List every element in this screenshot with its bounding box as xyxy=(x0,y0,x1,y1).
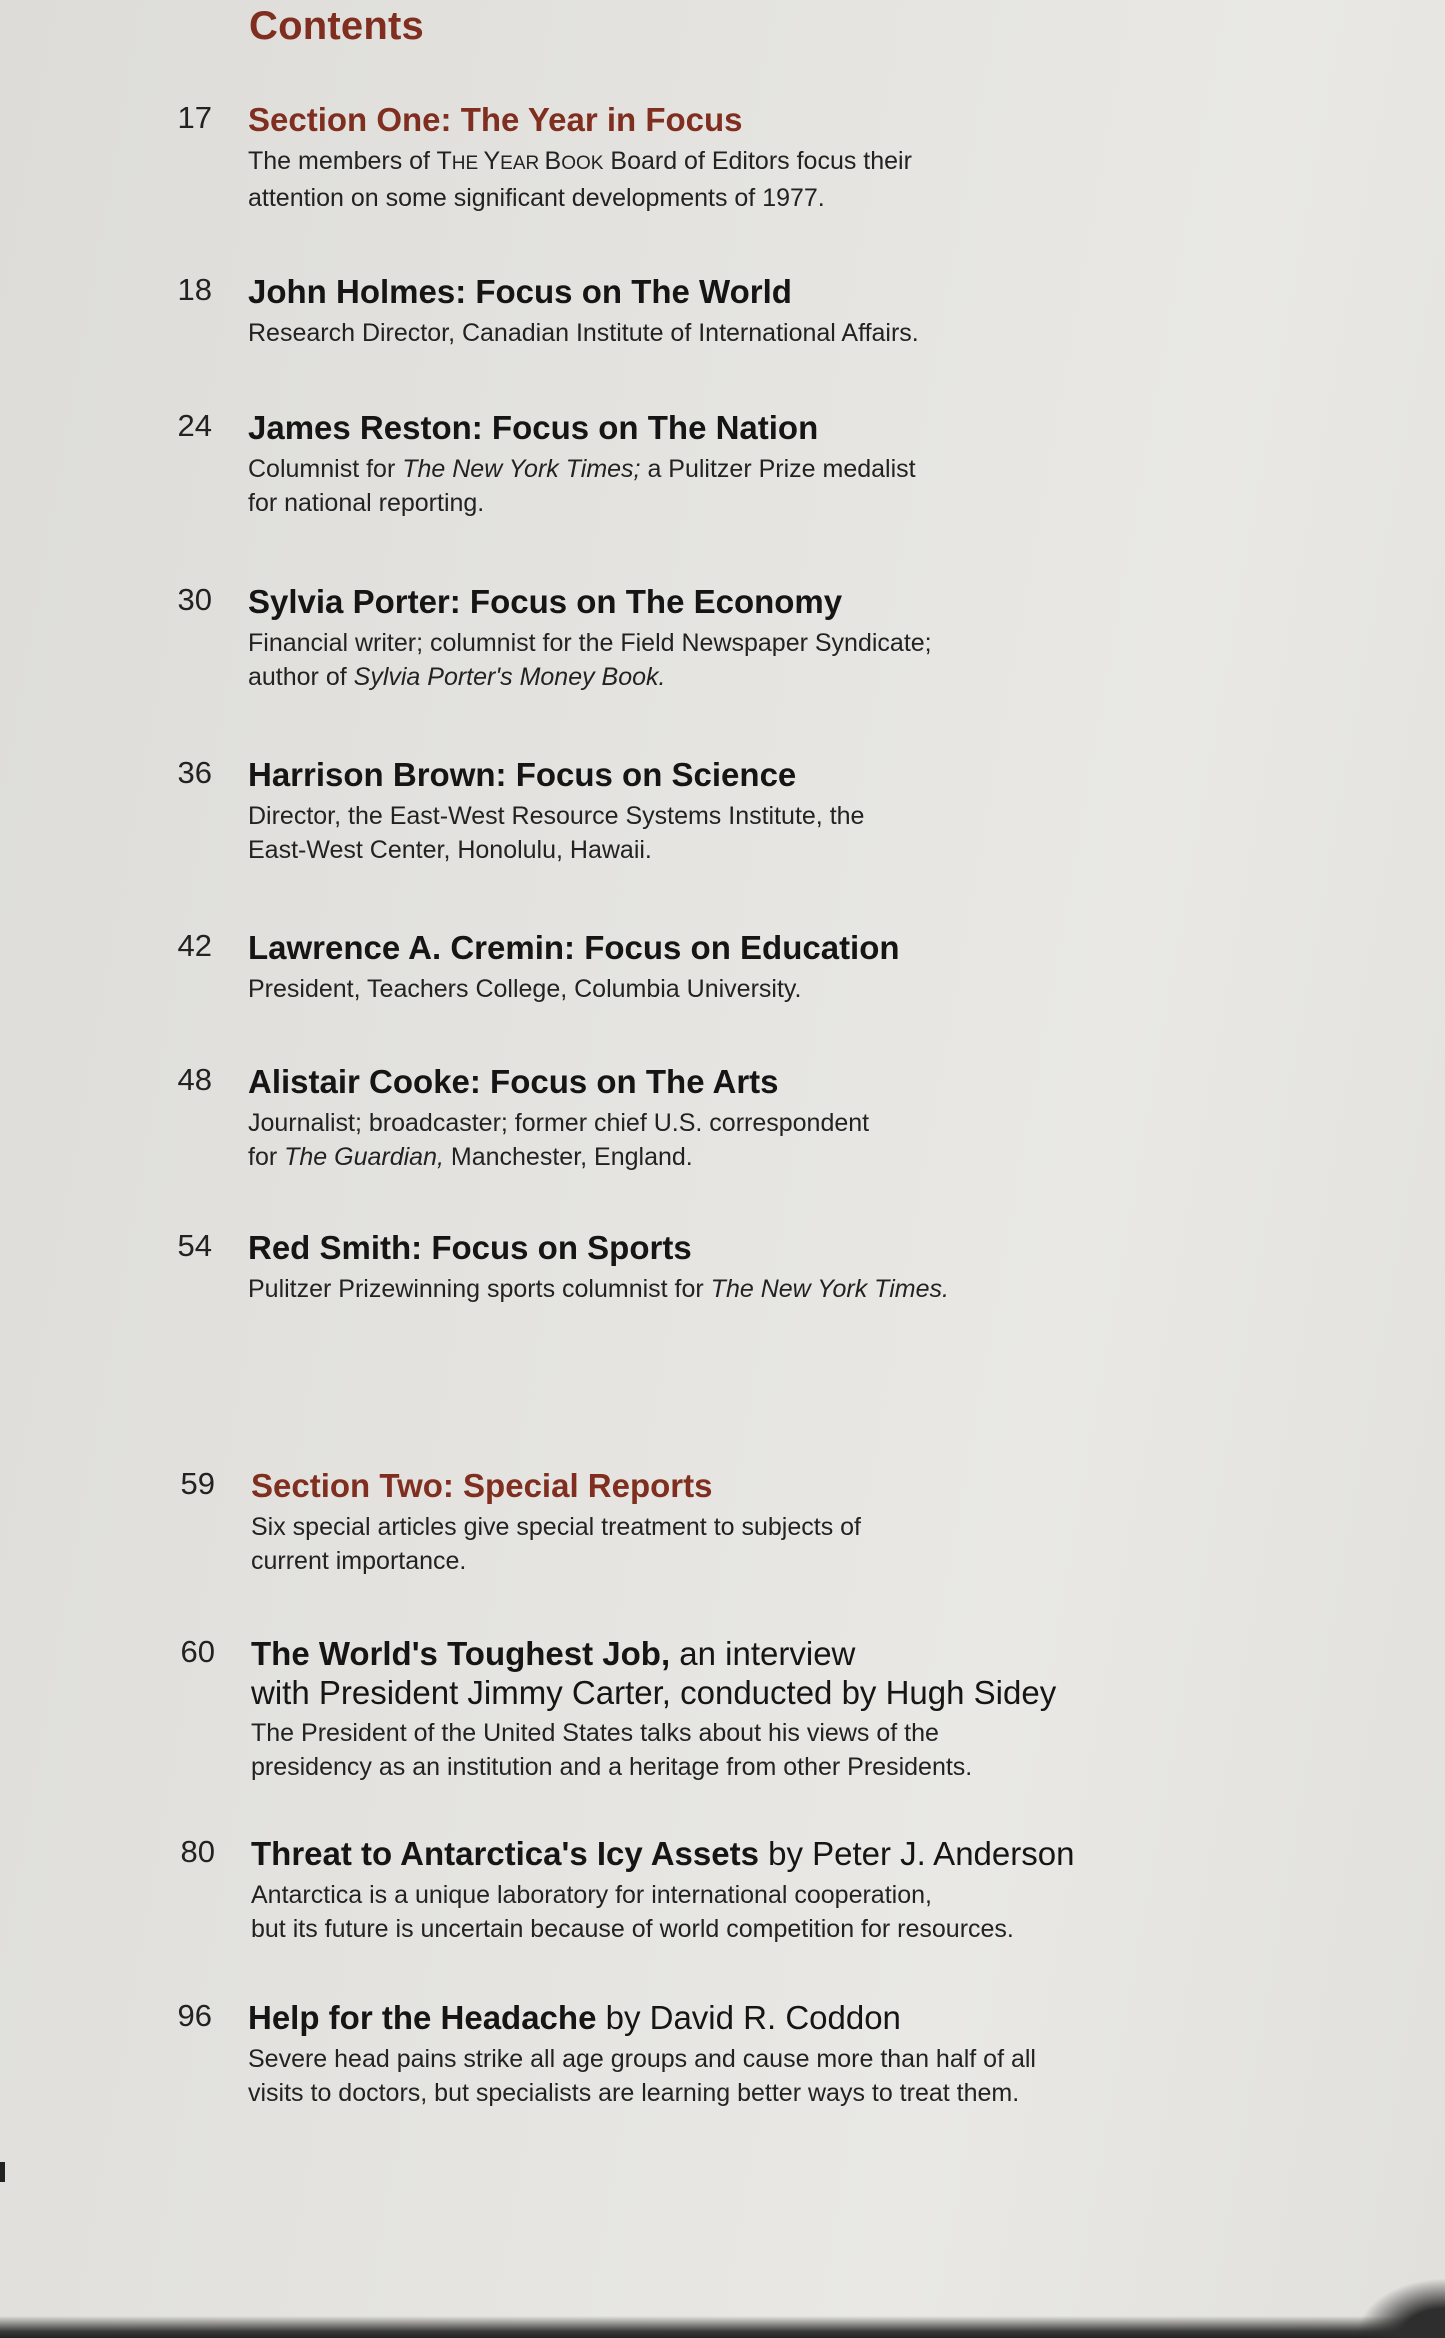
entry-heading: Lawrence A. Cremin: Focus on Education xyxy=(248,929,900,966)
entry-description: The President of the United States talks about his views of the presidency as an institution and a heritage from other Presidents. xyxy=(251,1719,973,1781)
page-number: 96 xyxy=(177,1998,212,2033)
entry-heading: Threat to Antarctica's Icy Assets by Peter J. Anderson xyxy=(251,1835,1075,1872)
page-edge-shadow xyxy=(0,2316,1445,2338)
page-number: 24 xyxy=(177,408,212,443)
page-number: 60 xyxy=(180,1634,215,1669)
entry-heading: Help for the Headache by David R. Coddon xyxy=(248,1999,901,2036)
entry-description: Six special articles give special treatment to subjects of current importance. xyxy=(251,1513,861,1575)
entry-description: The members of THE YEAR BOOK Board of Editors focus their attention on some significant developments of 1977. xyxy=(248,147,912,212)
entry-heading: Alistair Cooke: Focus on The Arts xyxy=(248,1063,779,1100)
entry-heading: John Holmes: Focus on The World xyxy=(248,273,792,310)
page-corner-shadow xyxy=(1355,2278,1445,2338)
entry-description: Research Director, Canadian Institute of International Affairs. xyxy=(248,319,919,347)
entry-heading: James Reston: Focus on The Nation xyxy=(248,409,819,446)
page-number: 54 xyxy=(177,1228,212,1263)
page-number: 59 xyxy=(180,1466,215,1501)
entry-description: Director, the East-West Resource Systems Institute, the East-West Center, Honolulu, Hawaii. xyxy=(248,802,865,864)
entry-description: Columnist for The New York Times; a Pulitzer Prize medalist for national reporting. xyxy=(248,455,916,517)
page-number: 17 xyxy=(177,100,212,135)
page-number: 36 xyxy=(177,755,212,790)
entry-heading: Sylvia Porter: Focus on The Economy xyxy=(248,583,843,620)
entry-heading-continued: with President Jimmy Carter, conducted by Hugh Sidey xyxy=(251,1674,1057,1711)
entry-heading: Harrison Brown: Focus on Science xyxy=(248,756,797,793)
page-number: 80 xyxy=(180,1834,215,1869)
entry-description: Financial writer; columnist for the Field Newspaper Syndicate; author of Sylvia Porter's Money Book. xyxy=(248,629,932,691)
margin-mark xyxy=(0,2162,5,2182)
entry-description: Severe head pains strike all age groups and cause more than half of all visits to doctors, but specialists are learning better ways to treat them. xyxy=(248,2045,1036,2107)
page-number: 30 xyxy=(177,582,212,617)
page-number: 42 xyxy=(177,928,212,963)
page-number: 18 xyxy=(177,272,212,307)
page-number: 48 xyxy=(177,1062,212,1097)
section-heading: Section One: The Year in Focus xyxy=(248,101,743,138)
entry-description: President, Teachers College, Columbia University. xyxy=(248,975,802,1003)
entry-description: Pulitzer Prizewinning sports columnist for The New York Times. xyxy=(248,1275,949,1303)
entry-heading: Red Smith: Focus on Sports xyxy=(248,1229,692,1266)
entry-description: Antarctica is a unique laboratory for international cooperation, but its future is uncertain because of world competition for resources. xyxy=(251,1881,1014,1943)
entry-description: Journalist; broadcaster; former chief U.S. correspondent for The Guardian, Manchester, England. xyxy=(248,1109,870,1171)
section-heading: Section Two: Special Reports xyxy=(251,1467,713,1504)
entry-heading: The World's Toughest Job, an interview xyxy=(251,1635,856,1672)
page-title: Contents xyxy=(249,4,424,48)
